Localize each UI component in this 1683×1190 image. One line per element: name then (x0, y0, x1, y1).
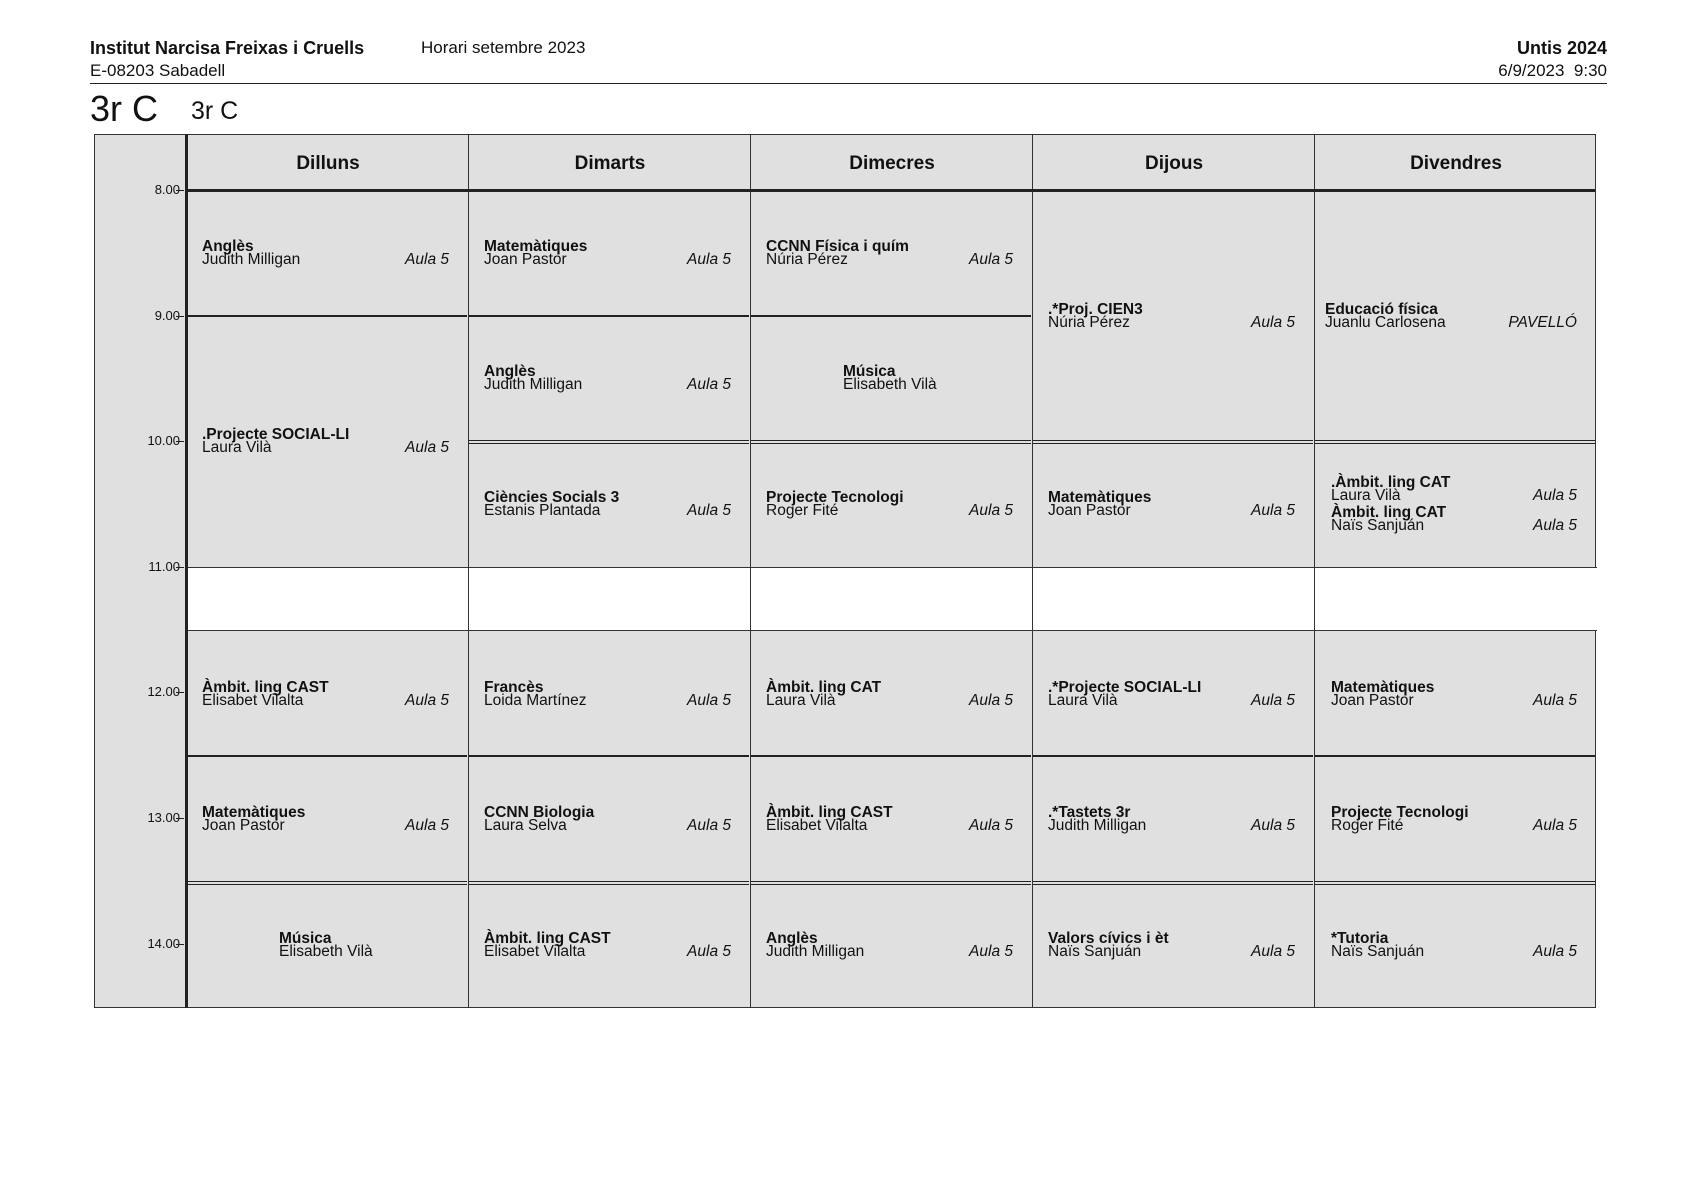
lesson-cell (751, 756, 1033, 882)
time-label: 13.00 (147, 810, 180, 825)
lesson-room: Aula 5 (405, 439, 449, 457)
lesson-detail-row (1331, 691, 1577, 709)
lesson-entry (484, 804, 731, 835)
lesson-teacher: Judith Milligan (766, 942, 865, 960)
lesson-room: Aula 5 (687, 942, 731, 960)
lesson-entry (202, 237, 449, 268)
software-name: Untis 2024 (1516, 38, 1607, 58)
lesson-detail-row (1048, 942, 1295, 960)
lesson-subject: Música (279, 929, 332, 947)
lesson-room: Aula 5 (405, 250, 449, 268)
time-label: 11.00 (148, 558, 180, 574)
time-label: 14.00 (147, 935, 180, 951)
lesson-entry (1048, 300, 1295, 331)
lesson-room: Aula 5 (1533, 942, 1577, 960)
lesson-subject: .Projecte SOCIAL-LI (202, 426, 350, 444)
school-address: E-08203 Sabadell (90, 61, 226, 80)
lesson-teacher: Joan Pastor (202, 817, 285, 835)
lesson-detail-row (766, 817, 1013, 835)
lesson-entry (1331, 678, 1577, 709)
lesson-room: Aula 5 (1251, 817, 1295, 835)
time-tick (176, 567, 184, 568)
lesson-cell (187, 882, 469, 1008)
lesson-room: Aula 5 (969, 942, 1013, 960)
time-tick (176, 944, 184, 945)
lesson-detail-row (484, 250, 731, 268)
lesson-detail-row (1048, 313, 1295, 331)
lesson-room: Aula 5 (1251, 691, 1295, 709)
lesson-entry (1048, 488, 1295, 519)
lesson-entry (766, 804, 1013, 835)
lesson-teacher: Núria Pérez (766, 250, 848, 268)
lesson-teacher: Núria Pérez (1048, 313, 1130, 331)
lesson-subject: Projecte Tecnologi (766, 488, 904, 506)
lesson-cell (751, 190, 1033, 316)
day-header: Dimecres (849, 153, 935, 174)
lesson-detail-row (279, 942, 449, 960)
lesson-teacher: Judith Milligan (202, 250, 301, 268)
lesson-detail-row (1331, 817, 1577, 835)
lesson-subject: Matemàtiques (1331, 678, 1435, 696)
lesson-subject: Matemàtiques (202, 804, 306, 822)
time-label: 10.00 (147, 433, 180, 449)
lesson-cell (1315, 190, 1597, 441)
lesson-teacher: Joan Pastor (484, 250, 567, 268)
lesson-teacher: Laura Selva (484, 817, 567, 835)
lesson-room: Aula 5 (687, 501, 731, 519)
lesson-teacher: Laura Vilà (202, 439, 272, 457)
lesson-room: Aula 5 (969, 691, 1013, 709)
lesson-entry (766, 237, 1013, 268)
lesson-teacher: Roger Fité (1331, 817, 1404, 835)
day-header: Divendres (1410, 153, 1502, 174)
day-header: Dijous (1144, 153, 1204, 174)
lesson-detail-row (1325, 313, 1577, 331)
lesson-teacher: Elisabeth Vilà (279, 942, 373, 960)
lesson-entry (484, 678, 731, 709)
lesson-teacher: Naïs Sanjuán (1331, 942, 1425, 960)
lesson-teacher: Laura Vilà (766, 691, 836, 709)
lesson-entry (484, 237, 731, 268)
lesson-subject: Francès (484, 678, 544, 696)
lesson-entry (1048, 929, 1295, 960)
print-timestamp: 6/9/2023 9:30 (1498, 61, 1607, 80)
lesson-detail-row (202, 250, 449, 268)
lesson-subject: .*Tastets 3r (1048, 804, 1131, 822)
lesson-entry (1325, 300, 1577, 331)
class-title: 3r C (90, 88, 159, 129)
lesson-subject: Àmbit. ling CAST (766, 804, 893, 822)
lesson-detail-row (1331, 516, 1577, 534)
lesson-cell (187, 631, 469, 757)
lesson-entry (766, 488, 1013, 519)
lesson-room: Aula 5 (1533, 817, 1577, 835)
lesson-entry (843, 363, 1013, 394)
lesson-entry (484, 488, 731, 519)
lesson-cell (1033, 441, 1315, 567)
day-header: Dilluns (296, 153, 360, 174)
lesson-cell (1315, 756, 1597, 882)
lesson-teacher: Loida Martínez (484, 691, 587, 709)
lesson-entry (1048, 678, 1295, 709)
lesson-teacher: Elisabet Vilalta (766, 817, 868, 835)
time-label: 8.00 (154, 182, 180, 197)
lesson-entry (484, 929, 731, 960)
lesson-teacher: Laura Vilà (1331, 486, 1401, 504)
timetable-subtitle: Horari setembre 2023 (421, 38, 586, 57)
time-tick (176, 441, 184, 442)
lesson-teacher: Elisabet Vilalta (484, 942, 586, 960)
lesson-cell (1033, 756, 1315, 882)
lesson-detail-row (1048, 817, 1295, 835)
lesson-cell (469, 756, 751, 882)
lesson-room: Aula 5 (687, 691, 731, 709)
lesson-room: Aula 5 (1251, 501, 1295, 519)
lesson-entry (1331, 503, 1577, 534)
time-tick (176, 692, 184, 693)
lesson-subject: *Tutoria (1331, 929, 1389, 947)
time-tick (176, 818, 184, 819)
time-tick (176, 316, 184, 317)
lesson-teacher: Elisabeth Vilà (843, 376, 937, 394)
lesson-entry (766, 929, 1013, 960)
lesson-subject: Música (843, 363, 896, 381)
lesson-subject: Anglès (484, 363, 536, 381)
lesson-cell (1033, 631, 1315, 757)
lesson-subject: Àmbit. ling CAST (202, 678, 329, 696)
lesson-teacher: Naïs Sanjuán (1331, 516, 1425, 534)
lesson-cell (1033, 190, 1315, 441)
lesson-entry (202, 426, 449, 457)
lesson-room: Aula 5 (969, 250, 1013, 268)
lesson-teacher: Joan Pastor (1331, 691, 1414, 709)
time-tick (176, 190, 184, 191)
lesson-cell (751, 316, 1033, 442)
lesson-cell (469, 316, 751, 442)
lesson-detail-row (1331, 486, 1577, 504)
lesson-detail-row (484, 817, 731, 835)
lesson-teacher: Naïs Sanjuán (1048, 942, 1142, 960)
lesson-subject: CCNN Biologia (484, 804, 595, 822)
lesson-teacher: Roger Fité (766, 501, 839, 519)
lesson-cell (1315, 631, 1597, 757)
lesson-cell (1315, 882, 1597, 1008)
lesson-subject: Ciències Socials 3 (484, 488, 620, 506)
lesson-subject: Educació física (1325, 300, 1438, 318)
lesson-subject: Anglès (202, 237, 254, 255)
lesson-room: Aula 5 (1251, 313, 1295, 331)
lesson-detail-row (766, 691, 1013, 709)
lesson-detail-row (766, 942, 1013, 960)
lesson-cell (469, 882, 751, 1008)
lesson-entry (202, 678, 449, 709)
lesson-room: Aula 5 (969, 817, 1013, 835)
lesson-teacher: Judith Milligan (1048, 817, 1147, 835)
lesson-cell (187, 756, 469, 882)
lesson-cell (1315, 441, 1597, 567)
lesson-entry (279, 929, 449, 960)
lesson-subject: Valors cívics i èt (1048, 929, 1169, 947)
time-label: 12.00 (147, 684, 180, 700)
lesson-entry (484, 363, 731, 394)
lesson-entry (1331, 804, 1577, 835)
lesson-teacher: Laura Vilà (1048, 691, 1118, 709)
lesson-detail-row (1048, 501, 1295, 519)
lesson-room: Aula 5 (687, 250, 731, 268)
lesson-entry (766, 678, 1013, 709)
lesson-cell (751, 441, 1033, 567)
lesson-teacher: Juanlu Carlosena (1325, 313, 1446, 331)
lesson-cell (751, 882, 1033, 1008)
lesson-cell (469, 441, 751, 567)
lesson-subject: Projecte Tecnologi (1331, 804, 1469, 822)
lesson-subject: Matemàtiques (1048, 488, 1152, 506)
lesson-detail-row (484, 691, 731, 709)
lesson-subject: Àmbit. ling CAST (484, 929, 611, 947)
lesson-subject: .*Proj. CIEN3 (1048, 300, 1143, 318)
lesson-detail-row (202, 817, 449, 835)
lesson-subject: .*Projecte SOCIAL-LI (1048, 678, 1202, 696)
lesson-detail-row (1331, 942, 1577, 960)
lesson-teacher: Elisabet Vilalta (202, 691, 304, 709)
lesson-teacher: Estanis Plantada (484, 501, 601, 519)
lesson-room: Aula 5 (405, 691, 449, 709)
lesson-subject: .Àmbit. ling CAT (1331, 473, 1451, 491)
lesson-room: Aula 5 (1533, 691, 1577, 709)
lesson-entry (202, 804, 449, 835)
lesson-cell (1033, 882, 1315, 1008)
lesson-room: Aula 5 (687, 817, 731, 835)
lesson-entry (1331, 929, 1577, 960)
lesson-cell (751, 631, 1033, 757)
lesson-cell (469, 190, 751, 316)
lesson-room: Aula 5 (969, 501, 1013, 519)
school-name: Institut Narcisa Freixas i Cruells (90, 38, 365, 58)
day-header: Dimarts (574, 153, 646, 174)
class-subtitle: 3r C (191, 97, 239, 125)
lesson-room: Aula 5 (1533, 486, 1577, 504)
lesson-detail-row (484, 376, 731, 394)
time-label: 9.00 (154, 307, 180, 323)
lesson-detail-row (202, 439, 449, 457)
break-row (187, 567, 1597, 631)
lesson-cell (187, 190, 469, 316)
lesson-room: Aula 5 (405, 817, 449, 835)
lesson-subject: CCNN Física i quím (766, 237, 909, 255)
lesson-subject: Àmbit. ling CAT (1331, 503, 1447, 521)
lesson-entry (1331, 473, 1577, 504)
lesson-room: PAVELLÓ (1508, 313, 1577, 331)
lesson-room: Aula 5 (687, 376, 731, 394)
header-divider (90, 83, 1607, 84)
lesson-room: Aula 5 (1251, 942, 1295, 960)
lesson-entry (1048, 804, 1295, 835)
lesson-subject: Anglès (766, 929, 818, 947)
lesson-detail-row (843, 376, 1013, 394)
lesson-teacher: Joan Pastor (1048, 501, 1131, 519)
lesson-cell (469, 631, 751, 757)
lesson-subject: Àmbit. ling CAT (766, 678, 882, 696)
lesson-subject: Matemàtiques (484, 237, 588, 255)
lesson-cell (187, 316, 469, 567)
lesson-room: Aula 5 (1533, 516, 1577, 534)
lesson-teacher: Judith Milligan (484, 376, 583, 394)
